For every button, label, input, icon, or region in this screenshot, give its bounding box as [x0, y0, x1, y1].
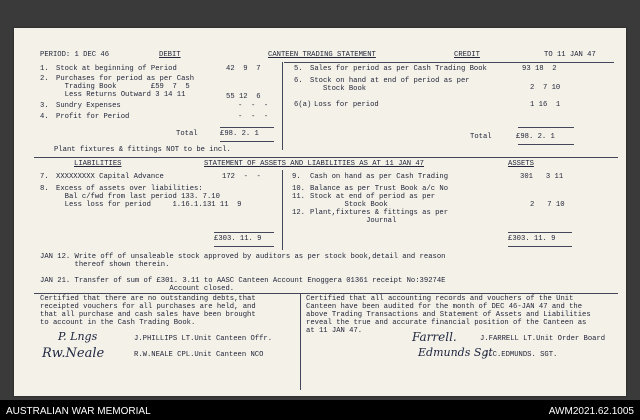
debit-item-no: 1.	[40, 65, 49, 73]
asset-item-no: 9.	[292, 173, 301, 181]
signature-phillips: P. Lngs	[58, 330, 98, 343]
credit-item-amount: 2 7 10	[530, 84, 561, 92]
debit-total-label: Total	[176, 130, 198, 138]
cert-divider	[34, 293, 618, 294]
credit-item-no: 6.	[294, 77, 303, 85]
asset-item-amount: 2 7 10	[530, 201, 565, 209]
credit-item-label: Stock on hand at end of period as per Stock Book	[310, 77, 470, 93]
footer-institution: AUSTRALIAN WAR MEMORIAL	[6, 406, 151, 417]
liab-total: £303. 11. 9	[214, 235, 262, 243]
debit-subtotal-rule	[220, 127, 274, 128]
credit-item-amount: 1 16 1	[530, 101, 561, 109]
asset-item-amount: 301 3 11	[520, 173, 564, 181]
asset-item-no: 11.	[292, 193, 305, 201]
signature-farrell: Farrell.	[412, 330, 457, 344]
section-divider	[34, 157, 618, 158]
liab-item-no: 8.	[40, 185, 49, 193]
debit-total-amount: £98. 2. 1	[220, 130, 259, 138]
debit-item-label: Stock at beginning of Period	[56, 65, 177, 73]
footer-accession-number: AWM2021.62.1005	[548, 406, 634, 417]
debit-item-label: Sundry Expenses	[56, 102, 121, 110]
debit-heading: DEBIT	[159, 51, 181, 59]
liab-total-rule	[214, 246, 274, 247]
fixtures-note: Plant fixtures & fittings NOT to be incl.	[54, 146, 231, 154]
period-from: PERIOD: 1 DEC 46	[40, 51, 110, 59]
credit-item-label: Loss for period	[314, 101, 379, 109]
asset-item-no: 12.	[292, 209, 305, 217]
statement-title: CANTEEN TRADING STATEMENT	[268, 51, 376, 59]
credit-total-amount: £98. 2. 1	[516, 133, 555, 141]
center-divider	[282, 62, 283, 150]
credit-subtotal-rule	[518, 127, 574, 128]
signature-neale: Rw.Neale	[42, 346, 105, 361]
credit-heading: CREDIT	[454, 51, 480, 59]
signature-edmunds: Edmunds Sgt	[418, 346, 493, 359]
asset-subtotal-rule	[508, 232, 572, 233]
assets-heading: ASSETS	[508, 160, 534, 168]
credit-item-no: 5.	[294, 65, 303, 73]
debit-item-amount: 55 12 6	[226, 93, 261, 101]
liab-subtotal-rule	[214, 232, 274, 233]
right-signer-2: J.C.EDMUNDS. SGT.	[484, 351, 558, 359]
debit-total-rule	[220, 141, 274, 142]
asset-total: £303. 11. 9	[508, 235, 556, 243]
debit-item-no: 3.	[40, 102, 49, 110]
debit-item-no: 2.	[40, 75, 49, 83]
debit-item-label: Profit for Period	[56, 113, 130, 121]
debit-item-amount: - - -	[238, 113, 269, 121]
liab-item-amount: 172 - -	[222, 173, 261, 181]
balance-title: STATEMENT OF ASSETS AND LIABILITIES AS AT 11 JAN 47	[204, 160, 424, 168]
liab-item-label: Excess of assets over liabilities: Bal c/fwd from last period 133. 7.10 Less loss for period 1.16.1.131 11 9	[56, 185, 242, 209]
cert-column-divider	[300, 294, 301, 390]
right-signer-1: J.FARRELL LT.Unit Order Board	[480, 335, 606, 343]
asset-total-rule	[508, 246, 572, 247]
asset-item-label: Cash on hand as per Cash Trading	[310, 173, 449, 181]
liab-item-label: XXXXXXXXX Capital Advance	[56, 173, 164, 181]
left-signer-1: J.PHILLIPS LT.Unit Canteen Offr.	[134, 335, 273, 343]
note-jan-21: JAN 21. Transfer of sum of £301. 3.11 to AASC Canteen Account Enoggera 01361 receipt No:39274E Account closed.	[40, 277, 446, 293]
asset-item-label: Stock at end of period as per Stock Book	[310, 193, 436, 209]
credit-item-label: Sales for period as per Cash Trading Book	[310, 65, 487, 73]
header-rule	[284, 62, 614, 63]
credit-item-no: 6(a)	[294, 101, 312, 109]
debit-item-no: 4.	[40, 113, 49, 121]
liab-item-no: 7.	[40, 173, 49, 181]
credit-item-amount: 93 18 2	[522, 65, 557, 73]
balance-divider	[282, 170, 283, 250]
right-certification: Certified that all accounting records and vouchers of the Unit Canteen have been audited for the month of DEC 46-JAN 47 and the above Trading Transactions and Statement of Assets and Liabilities reveal the true and accurate financial position of the Canteen as at 11 JAN 47.	[306, 295, 591, 335]
asset-item-label: Plant,fixtures & fittings as per Journal	[310, 209, 449, 225]
document-paper	[14, 28, 626, 396]
debit-item-amount: 42 9 7	[226, 65, 261, 73]
left-certification: Certified that there are no outstanding debts,that receipted vouchers for all purchases are held, and that all purchase and cash sales have been brought to account in the Cash Trading Book.	[40, 295, 256, 327]
left-signer-2: R.W.NEALE CPL.Unit Canteen NCO	[134, 351, 264, 359]
period-to: TO 11 JAN 47	[544, 51, 596, 59]
credit-total-label: Total	[470, 133, 492, 141]
note-jan-12: JAN 12. Write off of unsaleable stock approved by auditors as per stock book,detail and reason thereof shown therein.	[40, 253, 446, 269]
liabilities-heading: LIABILITIES	[74, 160, 122, 168]
debit-item-label: Purchases for period as per Cash Trading Book £59 7 5 Less Returns Outward 3 14 11	[56, 75, 195, 99]
debit-item-amount: - - -	[238, 102, 269, 110]
asset-item-no: 10.	[292, 185, 305, 193]
credit-total-rule	[518, 144, 574, 145]
asset-item-label: Balance as per Trust Book a/c No	[310, 185, 449, 193]
